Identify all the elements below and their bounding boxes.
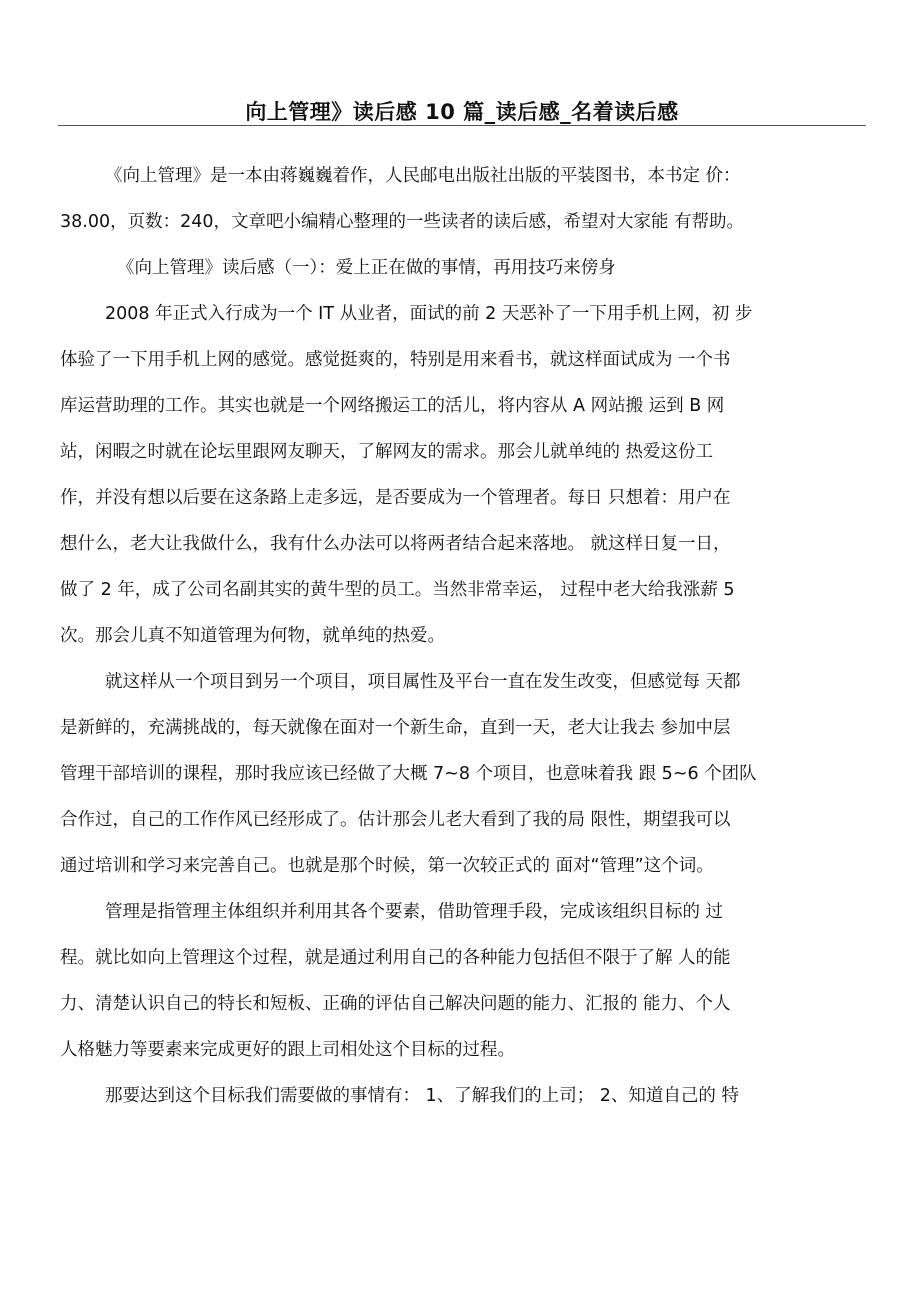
paragraph-line: 2008 年正式入行成为一个 IT 从业者，面试的前 2 天恶补了一下用手机上网，初 步 [105, 304, 753, 324]
document-body [60, 162, 860, 1128]
paragraph-line: 做了 2 年，成了公司名副其实的黄牛型的员工。当然非常幸运， 过程中老大给我涨薪 5 [60, 580, 735, 600]
section-heading: 《向上管理》读后感（一）：爱上正在做的事情，再用技巧来傍身 [117, 258, 616, 278]
paragraph-line: 合作过，自己的工作作风已经形成了。估计那会儿老大看到了我的局 限性，期望我可以 [60, 810, 731, 830]
paragraph-line: 次。那会儿真不知道管理为何物，就单纯的热爱。 [60, 626, 445, 646]
paragraph-line: 程。就比如向上管理这个过程，就是通过利用自己的各种能力包括但不限于了解 人的能 [60, 948, 731, 968]
paragraph-line: 那要达到这个目标我们需要做的事情有： 1、了解我们的上司； 2、知道自己的 特 [105, 1086, 739, 1106]
paragraph-line: 体验了一下用手机上网的感觉。感觉挺爽的，特别是用来看书，就这样面试成为 一个书 [60, 350, 731, 370]
paragraph-line: 通过培训和学习来完善自己。也就是那个时候，第一次较正式的 面对“管理”这个词。 [60, 856, 714, 876]
paragraph-line: 38.00，页数：240，文章吧小编精心整理的一些读者的读后感，希望对大家能 有帮助。 [60, 212, 745, 232]
paragraph-line: 站，闲暇之时就在论坛里跟网友聊天，了解网友的需求。那会儿就单纯的 热爱这份工 [60, 442, 714, 462]
paragraph-line: 就这样从一个项目到另一个项目，项目属性及平台一直在发生改变，但感觉每 天都 [105, 672, 741, 692]
paragraph-line: 《向上管理》是一本由蒋巍巍着作，人民邮电出版社出版的平装图书，本书定 价： [105, 166, 741, 186]
paragraph-line: 想什么，老大让我做什么，我有什么办法可以将两者结合起来落地。 就这样日复一日， [60, 534, 731, 554]
paragraph-line: 管理是指管理主体组织并利用其各个要素，借助管理手段，完成该组织目标的 过 [105, 902, 724, 922]
title-divider [58, 125, 866, 126]
paragraph-line: 作，并没有想以后要在这条路上走多远，是否要成为一个管理者。每日 只想着：用户在 [60, 488, 731, 508]
paragraph-line: 人格魅力等要素来完成更好的跟上司相处这个目标的过程。 [60, 1040, 515, 1060]
paragraph-line: 管理干部培训的课程，那时我应该已经做了大概 7~8 个项目，也意味着我 跟 5~6 个团队 [60, 764, 757, 784]
paragraph-line: 库运营助理的工作。其实也就是一个网络搬运工的活儿，将内容从 A 网站搬 运到 B 网 [60, 396, 725, 416]
paragraph-line: 力、清楚认识自己的特长和短板、正确的评估自己解决问题的能力、汇报的 能力、个人 [60, 994, 731, 1014]
document-title: 向上管理》读后感 10 篇_读后感_名着读后感 [245, 100, 679, 124]
paragraph-line: 是新鲜的，充满挑战的，每天就像在面对一个新生命，直到一天，老大让我去 参加中层 [60, 718, 731, 738]
